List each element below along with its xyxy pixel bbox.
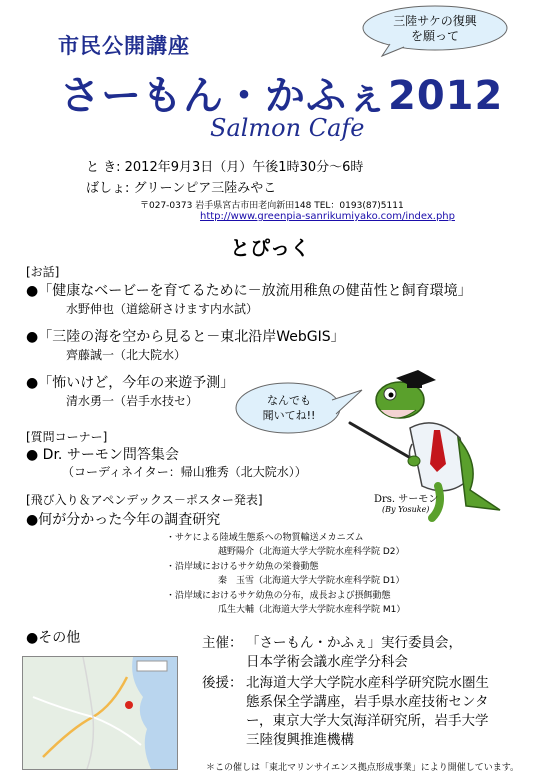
support-line-3: ー，東京大学大気海洋研究所，岩手大学 bbox=[246, 713, 489, 729]
event-title: さーもん・かふぇ2012 bbox=[60, 73, 504, 119]
map-drawing bbox=[23, 657, 177, 769]
character-credit: (By Yosuke) bbox=[382, 505, 430, 514]
bubble-top-line-1: 三陸サケの復興 bbox=[393, 14, 477, 28]
footnote: ＊この催しは「東北マリンサイエンス拠点形成事業」により開催しています。 bbox=[206, 763, 520, 773]
support-line-2: 態系保全学講座，岩手県水産技術センタ bbox=[246, 694, 489, 710]
qa-section-label: [質問コーナー] bbox=[26, 430, 108, 444]
other-section: ●その他 bbox=[26, 630, 81, 646]
speech-bubble-top bbox=[360, 2, 510, 58]
qa-title: ● Dr. サーモン問答集会 bbox=[26, 447, 179, 463]
topics-heading: とぴっく bbox=[230, 236, 310, 260]
event-address: 〒027-0373 岩手県宮古市田老向新田148 TEL：0193(87)5111 bbox=[140, 201, 404, 211]
event-place: ばしょ: グリーンピア三陸みやこ bbox=[86, 181, 277, 196]
poster-3-author: 瓜生大輔（北海道大学大学院水産科学院 M1） bbox=[218, 605, 406, 615]
talks-section-label: [お話] bbox=[26, 265, 60, 279]
host-label: 主催： bbox=[202, 635, 243, 651]
talk-1-speaker: 水野伸也（道総研さけます内水試） bbox=[66, 302, 259, 316]
talk-1-title: ●「健康なベービーを育てるために－放流用稚魚の健苗性と飼育環境」 bbox=[26, 283, 472, 299]
series-label: 市民公開講座 bbox=[58, 34, 190, 58]
talk-3-title: ●「怖いけど，今年の来遊予測」 bbox=[26, 375, 235, 391]
talk-3-speaker: 清水勇一（岩手水技セ） bbox=[66, 394, 199, 408]
host-line-1: 「さーもん・かふぇ」実行委員会， bbox=[246, 635, 462, 651]
bubble-mid-line-1: なんでも bbox=[267, 394, 311, 407]
poster-2-author: 秦 玉雪（北海道大学大学院水産科学院 D1） bbox=[218, 576, 405, 586]
venue-map bbox=[22, 656, 178, 770]
poster-title: ●何が分かった今年の調査研究 bbox=[26, 512, 221, 528]
poster-3-title: ・沿岸域におけるサケ幼魚の分布，成長および摂餌動態 bbox=[166, 591, 391, 601]
host-line-2: 日本学術会議水産学分科会 bbox=[246, 654, 408, 670]
character-name: Drs. サーモン bbox=[374, 494, 439, 505]
event-date: と き: 2012年9月3日（月）午後1時30分～6時 bbox=[86, 160, 364, 175]
support-line-1: 北海道大学大学院水産科学研究院水圏生 bbox=[246, 675, 489, 691]
talk-2-title: ●「三陸の海を空から見ると－東北沿岸WebGIS」 bbox=[26, 329, 345, 345]
venue-url-link[interactable]: http://www.greenpia-sanrikumiyako.com/index.php bbox=[200, 211, 455, 222]
bubble-mid-line-2: 聞いてね!! bbox=[262, 409, 316, 422]
support-label: 後援： bbox=[202, 675, 243, 691]
talk-2-speaker: 齊藤誠一（北大院水） bbox=[66, 348, 187, 362]
qa-coordinator: （コーディネイター：帰山雅秀（北大院水）） bbox=[62, 465, 307, 479]
support-line-4: 三陸復興推進機構 bbox=[246, 732, 354, 748]
poster-1-title: ・サケによる陸域生態系への物質輸送メカニズム bbox=[166, 533, 364, 543]
poster-section-label: [飛び入り＆アペンデックス－ポスター発表] bbox=[26, 493, 263, 507]
event-subtitle: Salmon Cafe bbox=[210, 114, 365, 142]
poster-2-title: ・沿岸域におけるサケ幼魚の栄養動態 bbox=[166, 562, 319, 572]
bubble-top-line-2: を願って bbox=[410, 29, 459, 43]
poster-1-author: 越野陽介（北海道大学大学院水産科学院 D2） bbox=[218, 547, 405, 557]
